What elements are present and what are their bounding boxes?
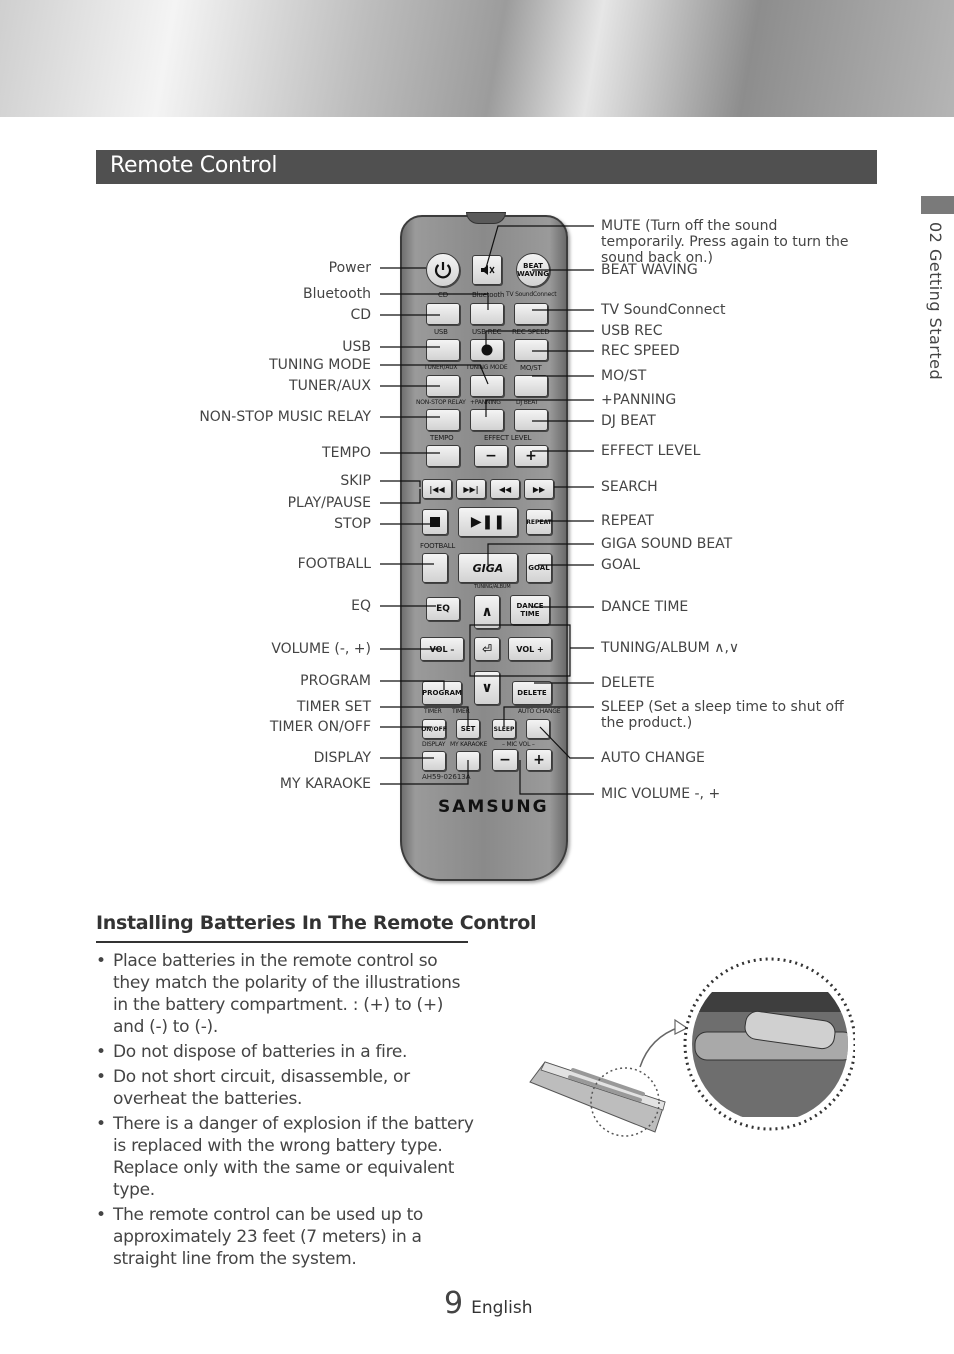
page-footer: [444, 1286, 532, 1321]
label-delete: DELETE: [601, 675, 655, 691]
stop-icon: [430, 517, 440, 527]
label-cd: CD: [350, 307, 371, 323]
usb-button: [426, 339, 460, 361]
dj-beat-label: DJ BEAT: [516, 399, 539, 406]
skip-back-button: |◀◀: [422, 479, 452, 499]
bluetooth-label: Bluetooth: [472, 291, 505, 299]
cd-button: [426, 303, 460, 325]
my-karaoke-label: MY KARAOKE: [450, 741, 488, 748]
my-karaoke-button: [456, 751, 480, 771]
page-language: English: [471, 1298, 533, 1318]
label-usb: USB: [342, 339, 371, 355]
label-search: SEARCH: [601, 479, 658, 495]
label-non-stop: NON-STOP MUSIC RELAY: [199, 409, 371, 425]
label-tv-soundconnect: TV SoundConnect: [601, 302, 726, 318]
search-back-button: ◀◀: [490, 479, 520, 499]
battery-illustration: [525, 952, 855, 1137]
label-bluetooth: Bluetooth: [303, 286, 371, 302]
tv-soundconnect-label: TV SoundConnect: [506, 291, 557, 298]
usb-label: USB: [434, 328, 448, 336]
panning-button: [470, 409, 504, 431]
program-button: PROGRAM: [422, 681, 462, 705]
label-play-pause: PLAY/PAUSE: [287, 495, 371, 511]
label-usb-rec: USB REC: [601, 323, 663, 339]
dance-time-button: DANCE TIME: [510, 595, 550, 625]
auto-change-button: [526, 719, 550, 739]
label-tuner-aux: TUNER/AUX: [289, 378, 371, 394]
skip-forward-button: ▶▶|: [456, 479, 486, 499]
label-tuning-album: TUNING/ALBUM ∧,∨: [601, 640, 740, 656]
dj-beat-button: [514, 409, 548, 431]
timer-label: TIMER: [424, 708, 442, 715]
mic-vol-label: – MIC VOL –: [502, 741, 535, 748]
label-dance-time: DANCE TIME: [601, 599, 689, 615]
remote-control-illustration: [400, 215, 568, 881]
tuner-aux-label: TUNER/AUX: [424, 364, 458, 371]
page-title: Remote Control: [110, 153, 278, 178]
label-football: FOOTBALL: [297, 556, 371, 572]
football-button: [422, 553, 448, 583]
vol-plus-button: VOL +: [508, 637, 552, 661]
label-beat-waving: BEAT WAVING: [601, 262, 698, 278]
tuning-mode-label: TUNING MODE: [466, 364, 508, 371]
search-forward-button: ▶▶: [524, 479, 554, 499]
tempo-button: [426, 445, 460, 467]
section-header: [96, 150, 877, 184]
record-icon: [481, 344, 493, 356]
display-button: [422, 751, 446, 771]
timer-onoff-button: ON/OFF: [422, 719, 446, 739]
mic-vol-plus-button: +: [526, 749, 552, 771]
power-button: [426, 253, 460, 287]
enter-button: ⏎: [474, 637, 500, 661]
heading-rule: [96, 941, 468, 943]
giga-button: GIGA: [458, 553, 518, 583]
label-repeat: REPEAT: [601, 513, 654, 529]
usb-rec-label: USB REC: [472, 328, 502, 336]
page-number: 9: [444, 1286, 464, 1321]
label-display: DISPLAY: [313, 750, 371, 766]
chapter-tab: [921, 196, 954, 214]
tuning-up-button: ∧: [474, 595, 500, 629]
compartment-zoom: [685, 959, 855, 1129]
battery-instructions: [96, 950, 476, 1273]
tuner-aux-button: [426, 375, 460, 397]
effect-level-minus-button: −: [474, 445, 508, 467]
label-auto-change: AUTO CHANGE: [601, 750, 705, 766]
repeat-button: REPEAT: [526, 509, 552, 535]
mute-button: [472, 255, 502, 285]
tuning-down-button: ∨: [474, 671, 500, 705]
chapter-label: 02 Getting Started: [926, 222, 945, 381]
tv-soundconnect-button: [514, 303, 548, 325]
timer-set-label: TIMER: [452, 708, 470, 715]
effect-level-label: EFFECT LEVEL: [484, 434, 532, 442]
label-power: Power: [328, 260, 371, 276]
stop-button: [422, 509, 448, 535]
timer-set-button: SET: [456, 719, 480, 739]
label-skip: SKIP: [340, 473, 371, 489]
label-dj-beat: DJ BEAT: [601, 413, 656, 429]
label-tuning-mode: TUNING MODE: [269, 357, 371, 373]
usb-rec-button: [470, 339, 504, 361]
mo-st-button: [514, 375, 548, 397]
label-mute: MUTE (Turn off the sound temporarily. Press again to turn the sound back on.): [601, 218, 849, 266]
label-tempo: TEMPO: [322, 445, 371, 461]
list-item: • Do not short circuit, disassemble, or overheat the batteries.: [96, 1066, 476, 1110]
sleep-button: SLEEP: [492, 719, 516, 739]
label-giga: GIGA SOUND BEAT: [601, 536, 733, 552]
list-item: • There is a danger of explosion if the battery is replaced with the wrong battery type. Replace only with the same or equivalent type.: [96, 1113, 476, 1201]
samsung-logo: SAMSUNG: [438, 797, 549, 817]
batteries-heading: Installing Batteries In The Remote Control: [96, 912, 537, 934]
panning-label: +PANNING: [470, 399, 501, 406]
label-mo-st: MO/ST: [601, 368, 647, 384]
model-number: AH59-02613A: [422, 773, 471, 781]
label-mic-volume: MIC VOLUME -, +: [601, 786, 721, 802]
rec-speed-label: REC SPEED: [512, 328, 550, 336]
header-banner: [0, 0, 954, 117]
label-my-karaoke: MY KARAOKE: [279, 776, 371, 792]
label-volume: VOLUME (-, +): [271, 641, 371, 657]
list-item: • Do not dispose of batteries in a fire.: [96, 1041, 476, 1063]
rec-speed-button: [514, 339, 548, 361]
label-program: PROGRAM: [300, 673, 371, 689]
label-panning: +PANNING: [601, 392, 677, 408]
auto-change-label: AUTO CHANGE: [518, 708, 561, 715]
tuning-album-label: TUNING/ALBUM: [474, 584, 511, 590]
tuning-mode-button: [470, 375, 504, 397]
eq-button: EQ: [426, 597, 460, 621]
effect-level-plus-button: +: [514, 445, 548, 467]
non-stop-relay-label: NON-STOP RELAY: [416, 399, 466, 406]
remote-back-drawing: [530, 1062, 665, 1136]
delete-button: DELETE: [512, 681, 552, 705]
label-effect-level: EFFECT LEVEL: [601, 443, 701, 459]
mo-st-label: MO/ST: [520, 364, 542, 372]
ir-window: [466, 212, 506, 224]
non-stop-relay-button: [426, 409, 460, 431]
beat-waving-button: BEAT WAVING: [516, 253, 550, 287]
label-rec-speed: REC SPEED: [601, 343, 680, 359]
label-timer-set: TIMER SET: [296, 699, 371, 715]
goal-button: GOAL: [526, 553, 552, 583]
list-item: • The remote control can be used up to approximately 23 feet (7 meters) in a straight line from the system.: [96, 1204, 476, 1270]
cd-label: CD: [438, 291, 448, 299]
bluetooth-button: [470, 303, 504, 325]
label-stop: STOP: [334, 516, 371, 532]
label-eq: EQ: [351, 598, 371, 614]
vol-minus-button: VOL –: [420, 637, 464, 661]
mic-vol-minus-button: −: [492, 749, 518, 771]
display-label: DISPLAY: [422, 741, 446, 748]
list-item: • Place batteries in the remote control so they match the polarity of the illustrations in the battery compartment. : (+) to (+) and (-) to (-).: [96, 950, 476, 1038]
label-goal: GOAL: [601, 557, 640, 573]
tempo-label: TEMPO: [430, 434, 454, 442]
label-sleep: SLEEP (Set a sleep time to shut off the product.): [601, 699, 844, 731]
label-timer-onoff: TIMER ON/OFF: [269, 719, 371, 735]
mute-icon: [479, 263, 495, 277]
play-pause-button: ▶❚❚: [458, 507, 518, 537]
power-icon: [433, 260, 453, 280]
football-label: FOOTBALL: [420, 542, 456, 550]
